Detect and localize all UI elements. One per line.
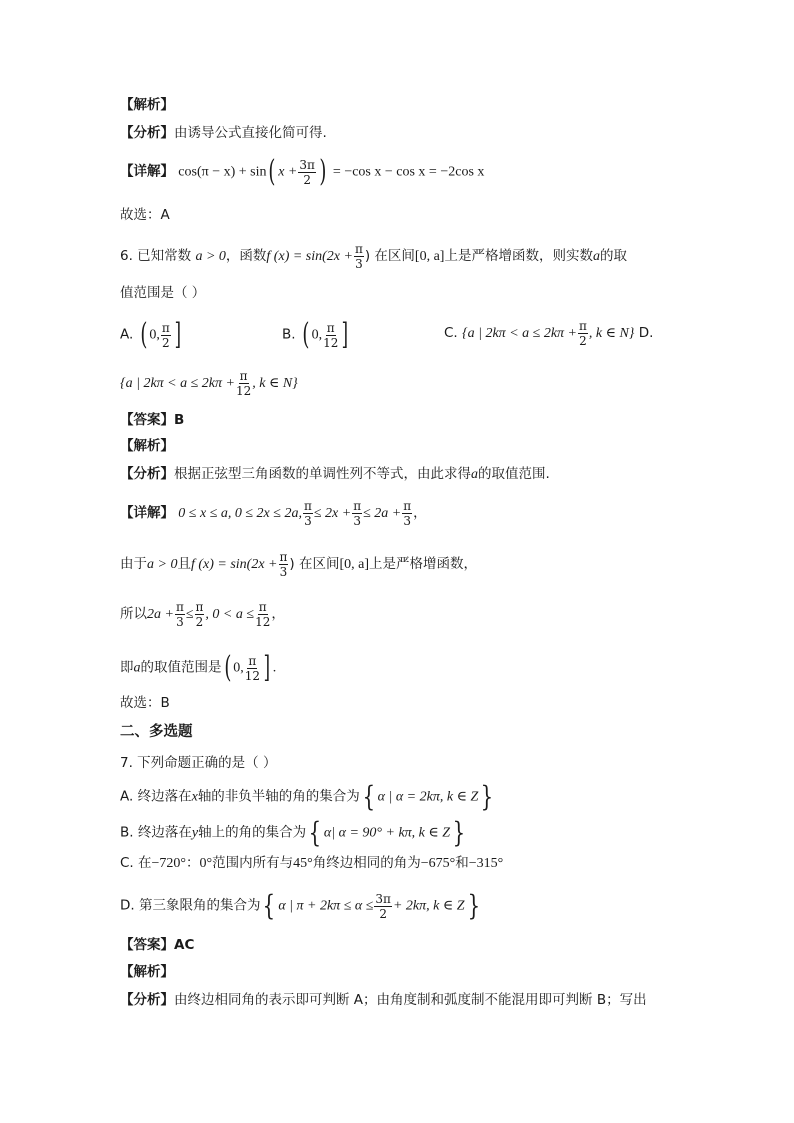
q6-detail-3: 所以2a + $\frac{\pi}{3}$ ≤ $\frac{\pi}{2}$ , 0 < a ≤ $\frac{\pi}{12}$ ，	[120, 600, 285, 629]
q6-option-a: A. ( 0, $\frac{\pi}{2}$ ]	[120, 317, 181, 352]
q7-stem: 7. 下列命题正确的是（ ）	[120, 755, 277, 771]
q7-option-a: A. 终边落在x轴的非负半轴的角的集合为{ α | α = 2kπ, k ∈ Z}	[120, 780, 494, 813]
q6-detail-1: 【详解】 0 ≤ x ≤ a, 0 ≤ 2x ≤ 2a, $\frac{\pi}{3}$ ≤ 2x + $\frac{\pi}{3}$ ≤ 2a + $\frac{\pi}{3}$ ，	[120, 499, 427, 528]
xiangjie-line-1: 【详解】 cos(π − x) + sin( x + $\frac{3\pi}{2}$ ) = −cos x − cos x = −2cos x	[120, 154, 485, 189]
eq1-left: cos(π − x) + sin	[178, 164, 267, 180]
q6-option-c: C. {a | 2kπ < a ≤ 2kπ + $\frac{\pi}{2}$ , k ∈ N} D.	[444, 319, 654, 348]
q7-option-d: D. 第三象限角的集合为{ α | π + 2kπ ≤ α ≤ $\frac{3\pi}{2}$ + 2kπ, k ∈ Z}	[120, 889, 480, 922]
q7-answer: 【答案】AC	[120, 937, 195, 953]
q6-detail-2: 由于a > 0且f (x) = sin(2x + $\frac{\pi}{3}$ ) 在区间[0, a]上是严格增函数，	[120, 550, 477, 579]
q6-stem-line2: 值范围是（ ）	[120, 285, 206, 301]
q6-guxuan: 故选：B	[120, 695, 170, 711]
q6-detail-4: 即a的取值范围是( 0, $\frac{\pi}{12}$ ] .	[120, 650, 277, 685]
q6-stem-fraction: $\frac{\pi}{3}$	[354, 242, 363, 271]
q6-fenxi-line: 【分析】根据正弦型三角函数的单调性列不等式，由此求得a的取值范围.	[120, 466, 550, 482]
q6-option-b: B. ( 0, $\frac{\pi}{12}$ ]	[282, 317, 349, 352]
eq1-right: = −cos x − cos x = −2cos x	[332, 164, 485, 180]
q6-option-d: {a | 2kπ < a ≤ 2kπ + $\frac{\pi}{12}$ , k ∈ N}	[120, 369, 298, 398]
q7-jiexi-tag: 【解析】	[120, 964, 174, 980]
fenxi-line-1	[120, 123, 327, 143]
q7-fenxi-line: 【分析】由终边相同角的表示即可判断 A；由角度制和弧度制不能混用即可判断 B；写出	[120, 992, 647, 1008]
fenxi-tag: 【分析】	[120, 125, 174, 141]
section-title-multi-choice: 二、多选题	[120, 724, 193, 740]
jiexi-tag-1: 【解析】	[120, 97, 174, 113]
eq1-x: x +	[278, 164, 298, 180]
eq1-fraction: $\frac{3\pi}{2}$	[299, 157, 315, 187]
guxuan-1: 故选：A	[120, 207, 170, 223]
q6-jiexi-tag: 【解析】	[120, 438, 174, 454]
q6-stem-line1: 6. 已知常数 a > 0，函数f (x) = sin(2x + $\frac{\pi}{3}$ ) 在区间[0, a]上是严格增函数，则实数a的取	[120, 242, 627, 271]
q7-option-b: B. 终边落在y轴上的角的集合为{ α| α = 90° + kπ, k ∈ Z}	[120, 816, 466, 849]
fenxi-text: 由诱导公式直接化简可得.	[174, 125, 327, 141]
xiangjie-tag: 【详解】	[120, 163, 174, 180]
q7-option-c: C. 在−720°：0°范围内所有与45°角终边相同的角为−675°和−315°	[120, 855, 504, 871]
q6-answer: 【答案】B	[120, 412, 185, 428]
q6-option-d-label: D.	[638, 325, 654, 341]
